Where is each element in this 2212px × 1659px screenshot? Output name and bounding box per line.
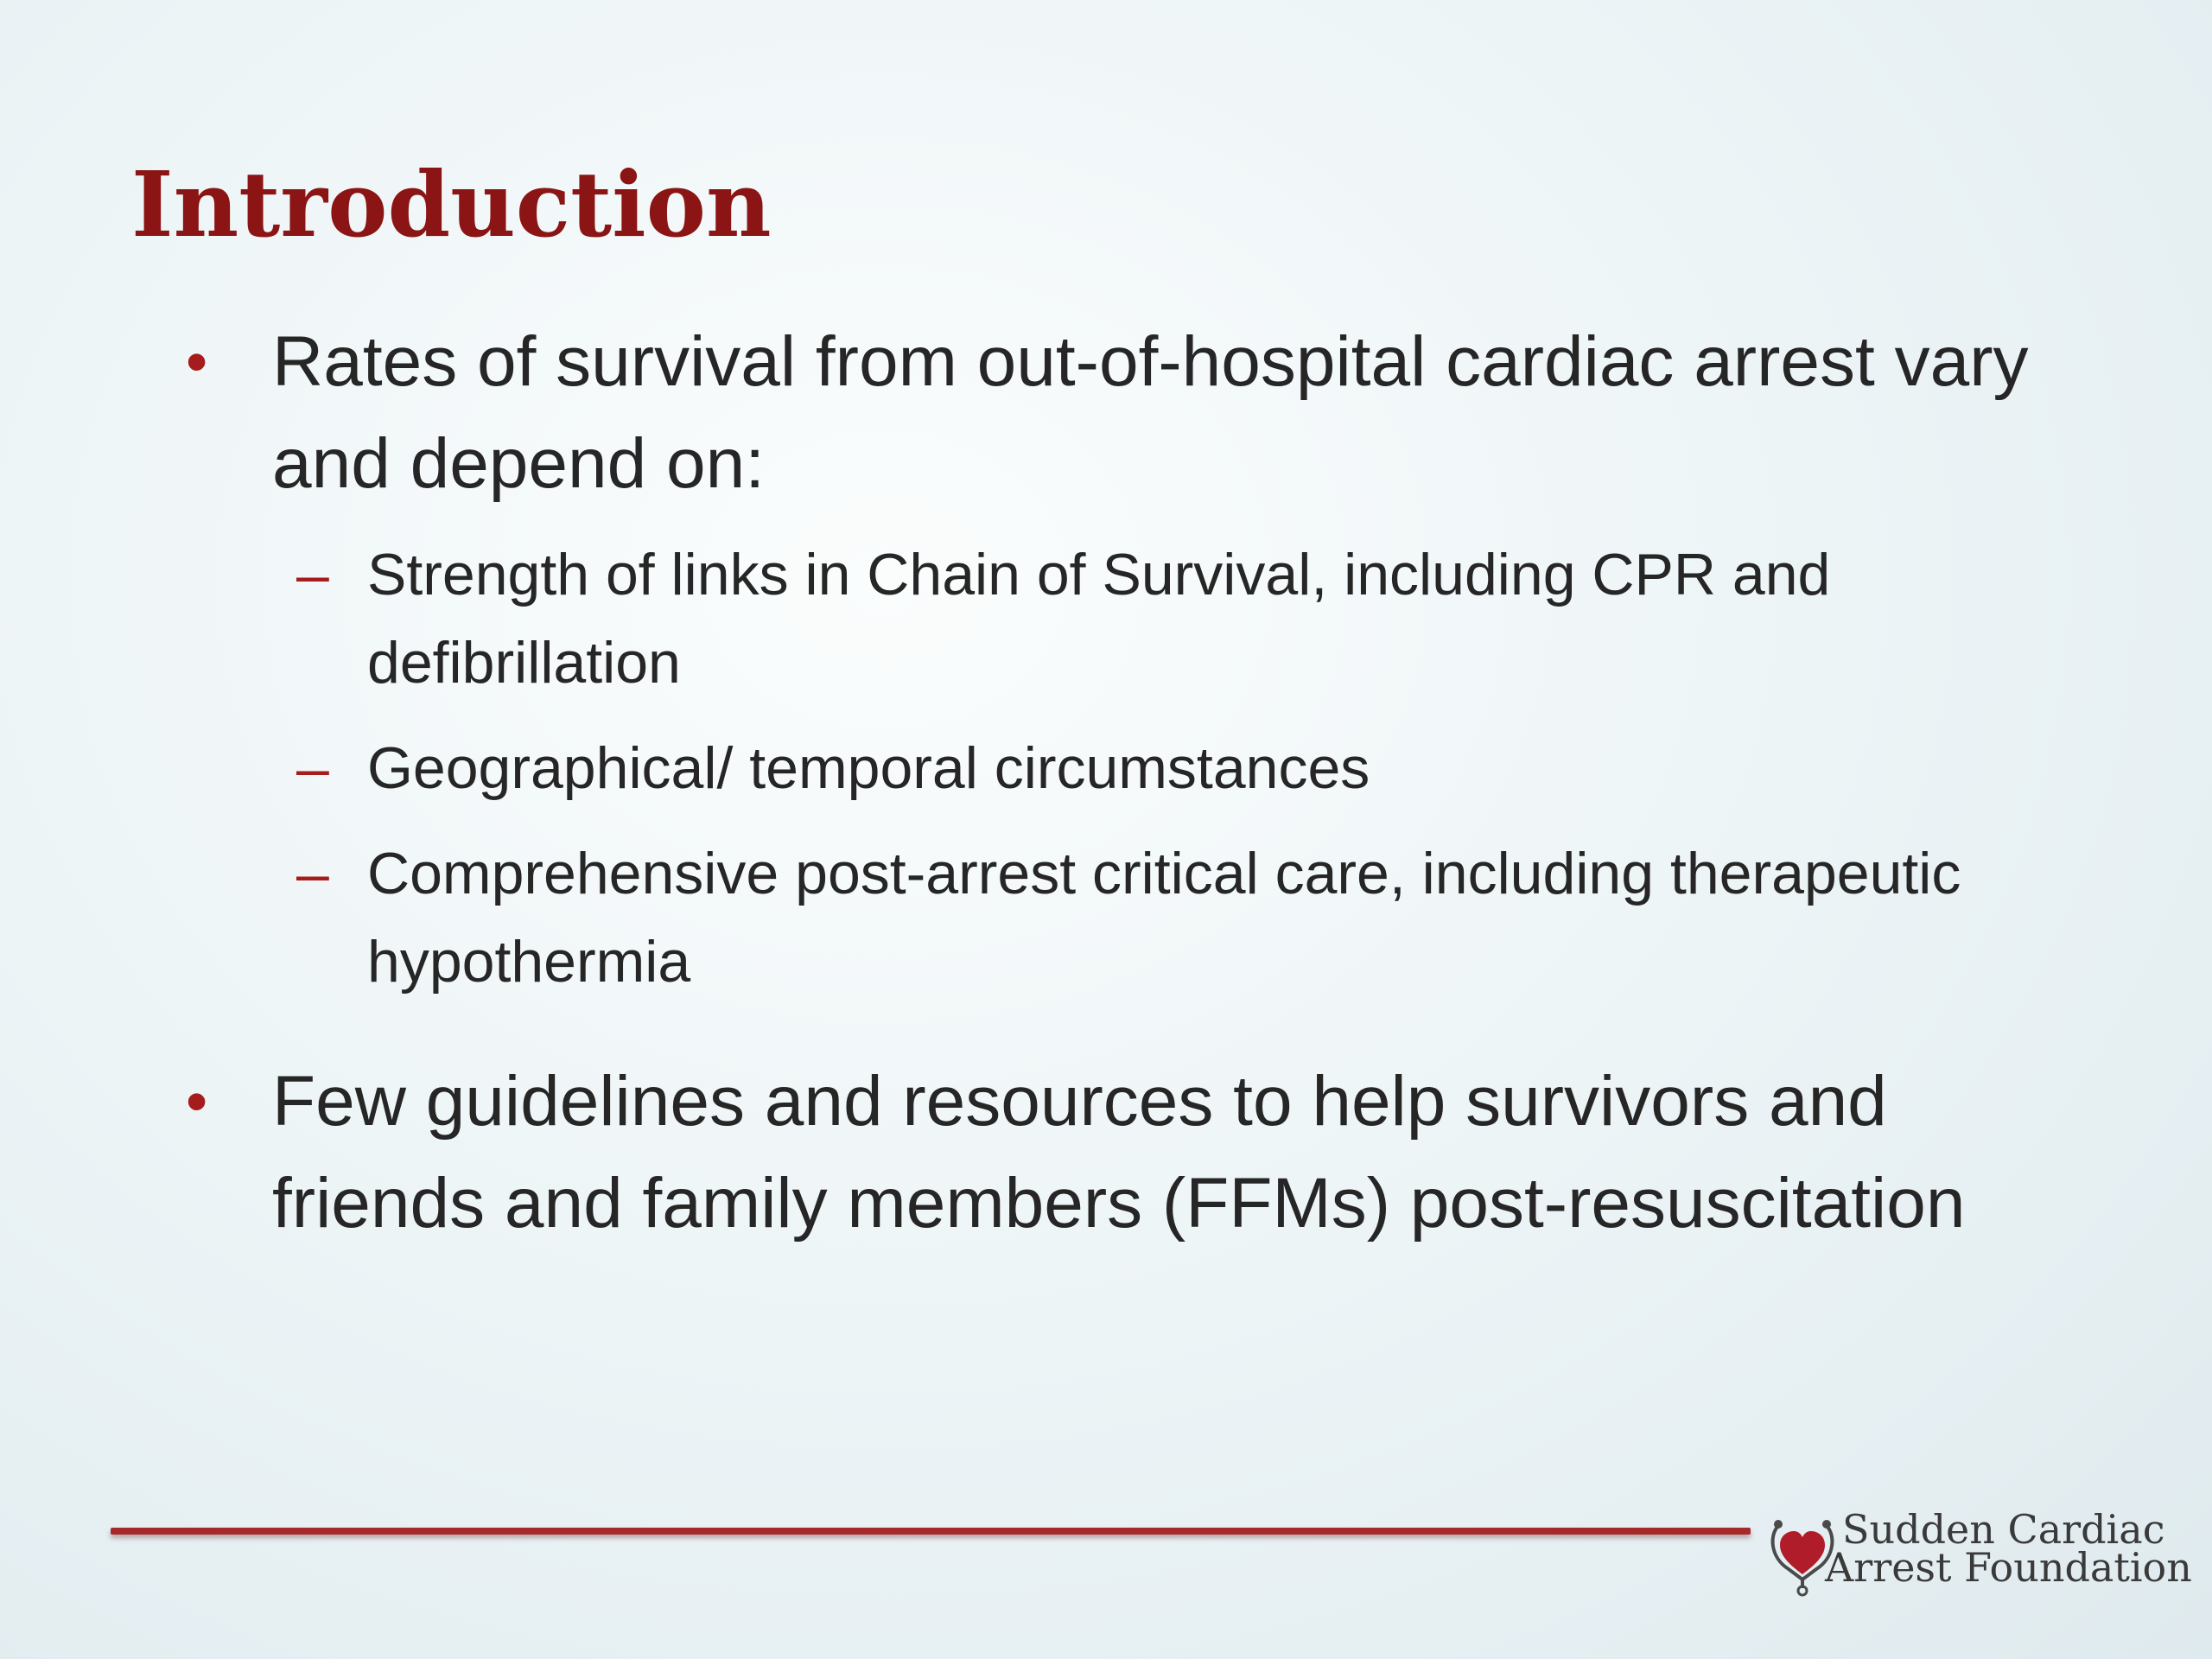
bullet-marker: • <box>186 1067 208 1136</box>
logo-line-1: Sudden Cardiac <box>1842 1506 2165 1553</box>
bullet-item <box>186 1051 2091 1255</box>
foundation-logo <box>1763 1506 2192 1597</box>
sub-bullet-text: Comprehensive post-arrest critical care, including therapeutic hypothermia <box>367 841 1961 995</box>
sub-bullet-text: Strength of links in Chain of Survival, including CPR and defibrillation <box>367 542 1831 696</box>
bullet-text: Few guidelines and resources to help survivors and friends and family members (FFMs) post-resuscitation <box>272 1062 1966 1243</box>
sub-bullet-item <box>296 724 2091 812</box>
sub-bullet-marker: – <box>296 841 329 906</box>
bullet-item <box>186 311 2091 1006</box>
sub-bullet-marker: – <box>296 735 329 801</box>
bullet-list <box>0 311 2091 1255</box>
sub-bullet-marker: – <box>296 542 329 607</box>
logo-line-2: Arrest Foundation <box>1825 1544 2192 1591</box>
sub-bullet-list <box>296 531 2091 1006</box>
sub-bullet-item <box>296 830 2091 1006</box>
footer-divider <box>111 1528 1751 1535</box>
bullet-text: Rates of survival from out-of-hospital cardiac arrest vary and depend on: <box>272 322 2029 503</box>
sub-bullet-text: Geographical/ temporal circumstances <box>367 735 1370 801</box>
slide-title: Introduction <box>131 151 772 257</box>
bullet-marker: • <box>186 327 208 397</box>
logo-text <box>1825 1506 2192 1591</box>
sub-bullet-item <box>296 531 2091 707</box>
